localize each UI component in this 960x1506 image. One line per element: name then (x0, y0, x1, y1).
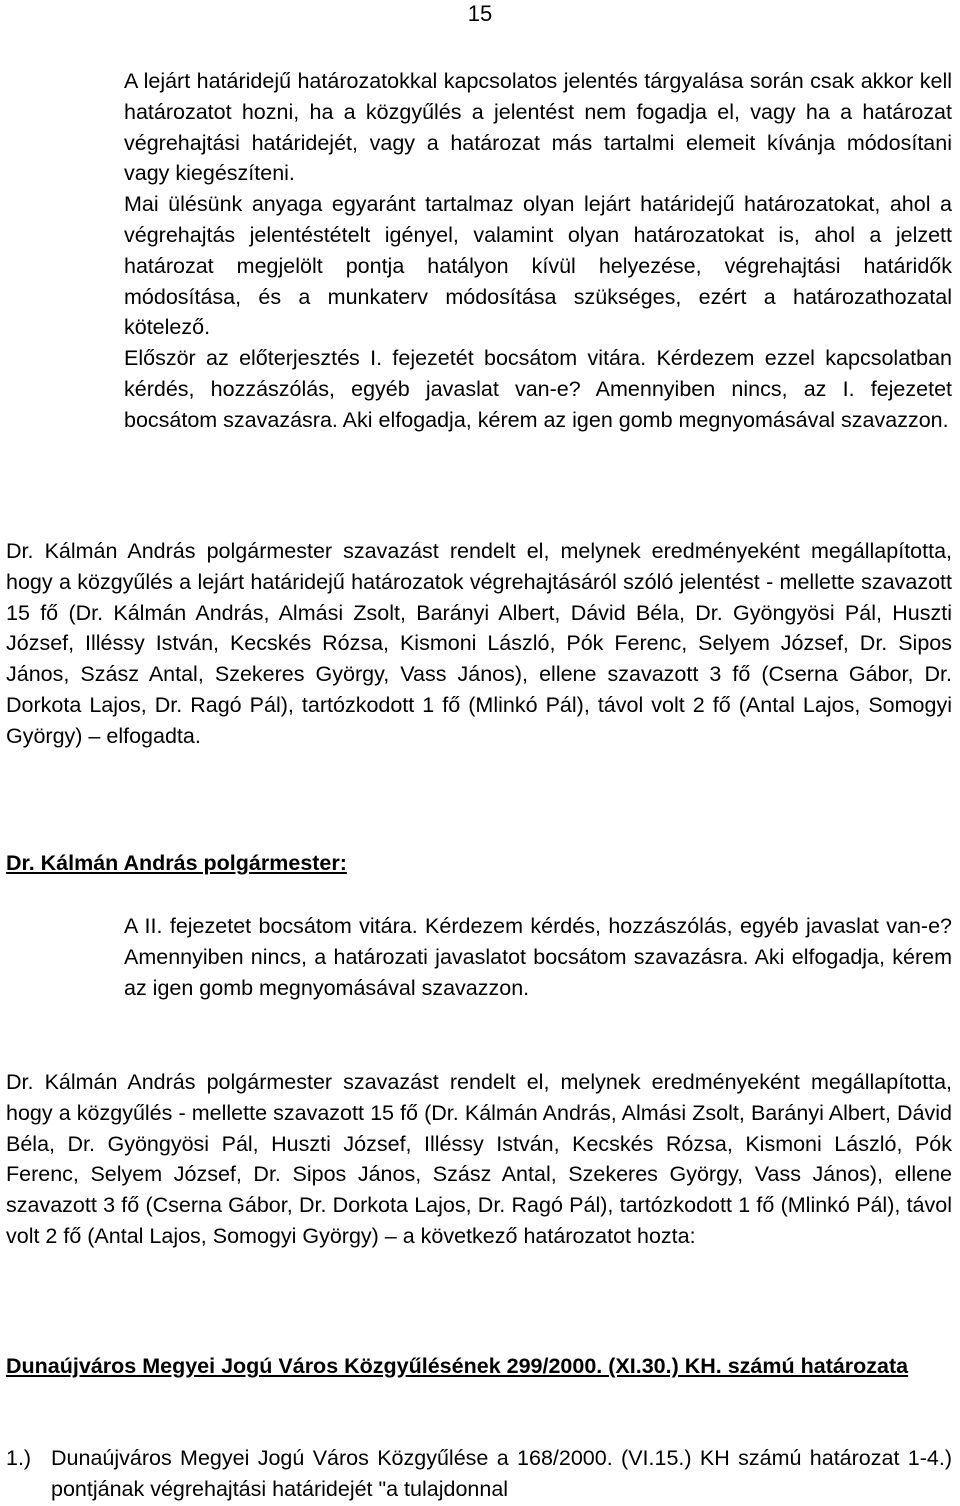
resolution-item-text: Dunaújváros Megyei Jogú Város Közgyűlése a 168/2000. (VI.15.) KH számú határozat 1-4.) pontjának végrehajtási határidejét "a tulajdonnal (51, 1446, 952, 1501)
speaker-heading: Dr. Kálmán András polgármester: (6, 851, 347, 875)
vote-result-2: Dr. Kálmán András polgármester szavazást rendelt el, melynek eredményeként megállapította, hogy a közgyűlés - mellette szavazott 15 fő (Dr. Kálmán András, Almási Zsolt, Barányi Albert, Dávid Béla, Dr. Gyöngyösi Pál, Huszti József, Illéssy István, Kecskés Rózsa, Kismoni László, Pók Ferenc, Selyem József, Dr. Sipos János, Szász Antal, Szekeres György, Vass János), ellene szavazott 3 fő (Cserna Gábor, Dr. Dorkota Lajos, Dr. Ragó Pál), tartózkodott 1 fő (Mlinkó Pál), távol volt 2 fő (Antal Lajos, Somogyi György) – a következő határozatot hozta: (6, 1070, 952, 1248)
intro-paragraph-1: A lejárt határidejű határozatokkal kapcsolatos jelentés tárgyalása során csak akkor kell határozatot hozni, ha a közgyűlés a jelentést nem fogadja el, vagy ha a határozat végrehajtási határidejét, vagy a határozat más tartalmi elemeit kívánja módosítani vagy kiegészíteni. (124, 69, 952, 186)
vote-result-1: Dr. Kálmán András polgármester szavazást rendelt el, melynek eredményeként megállapította, hogy a közgyűlés a lejárt határidejű határozatok végrehajtásáról szóló jelentést - mellette szavazott 15 fő (Dr. Kálmán András, Almási Zsolt, Barányi Albert, Dávid Béla, Dr. Gyöngyösi Pál, Huszti József, Illéssy István, Kecskés Rózsa, Kismoni László, Pók Ferenc, Selyem József, Dr. Sipos János, Szász Antal, Szekeres György, Vass János), ellene szavazott 3 fő (Cserna Gábor, Dr. Dorkota Lajos, Dr. Ragó Pál), tartózkodott 1 fő (Mlinkó Pál), távol volt 2 fő (Antal Lajos, Somogyi György) – elfogadta. (6, 539, 952, 748)
resolution-title-text: Dunaújváros Megyei Jogú Város Közgyűlésének 299/2000. (XI.30.) KH. számú határozata (6, 1354, 909, 1378)
intro-paragraph-3: Először az előterjesztés I. fejezetét bocsátom vitára. Kérdezem ezzel kapcsolatban kérdés, hozzászólás, egyéb javaslat van-e? Amennyiben nincs, az I. fejezetet bocsátom szavazásra. Aki elfogadja, kérem az igen gomb megnyomásával szavazzon. (124, 346, 952, 432)
intro-paragraph-2: Mai ülésünk anyaga egyaránt tartalmaz olyan lejárt határidejű határozatokat, ahol a végrehajtás jelentéstételt igényel, valamint olyan határozatokat is, ahol a jelzett határozat megjelölt pontja hatályon kívül helyezése, végrehajtási határidők módosítása, és a munkaterv módosítása szükséges, ezért a határozathozatal kötelező. (124, 192, 952, 340)
resolution-item-1 (6, 1443, 952, 1505)
page-number: 15 (467, 1, 493, 26)
resolution-item-number: 1.) (6, 1446, 32, 1470)
intro-section (124, 66, 952, 436)
speaker-text: A II. fejezetet bocsátom vitára. Kérdezem kérdés, hozzászólás, egyéb javaslat van-e? Amennyiben nincs, a határozati javaslatot bocsátom szavazásra. Aki elfogadja, kérem az igen gomb megnyomásával szavazzon. (124, 914, 952, 1000)
resolution-title (6, 1349, 952, 1383)
